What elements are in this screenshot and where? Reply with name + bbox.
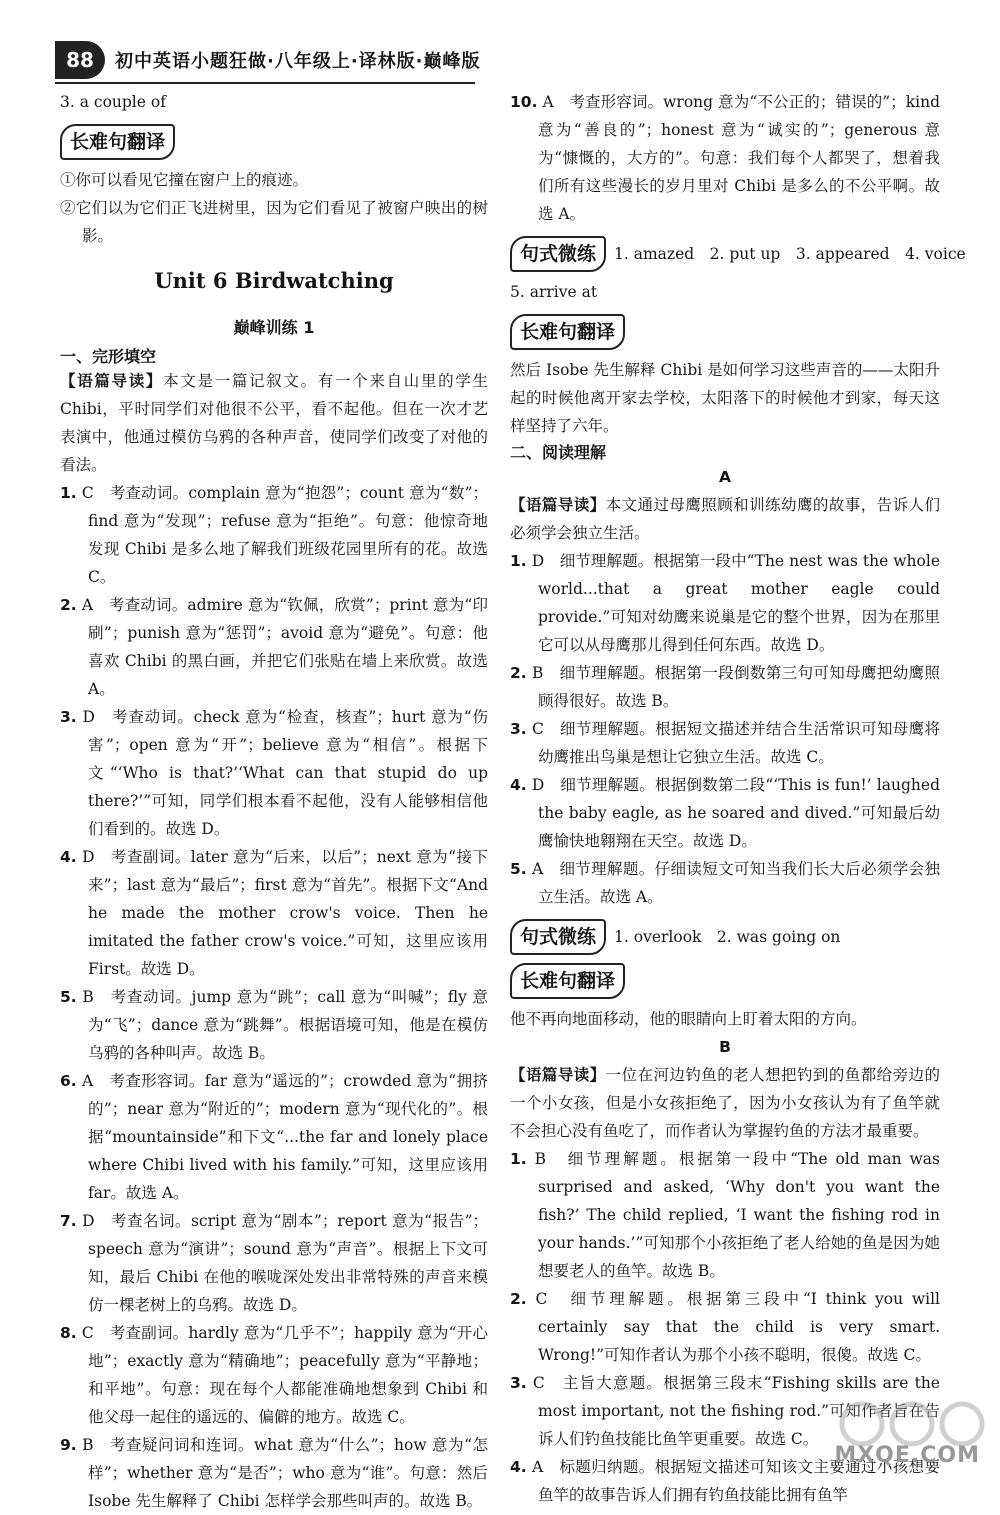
item-number: 3. — [510, 1374, 527, 1392]
answer-item — [60, 843, 488, 983]
translation-2: ②它们以为它们正飞进树里，因为它们看见了被窗户映出的树影。 — [60, 199, 488, 245]
section-tag — [60, 124, 488, 160]
tag-long-sentence: 长难句翻译 — [60, 124, 175, 160]
item-number: 1. — [510, 1150, 527, 1168]
tag-sentence-practice: 句式微练 — [510, 236, 606, 272]
practice-answers-cont: 5. arrive at — [510, 283, 598, 301]
left-column — [60, 88, 488, 1515]
answer-item — [60, 1319, 488, 1431]
section-tag — [510, 236, 966, 272]
guide-label: 【语篇导读】 — [510, 1066, 606, 1084]
guide-text: 本文是一篇记叙文。有一个来自山里的学生Chibi，平时同学们对他很不公平，看不起他。但在一次才艺表演中，他通过模仿乌鸦的各种声音，使同学们改变了对他的看法。 — [60, 372, 488, 474]
answer-item — [60, 1431, 488, 1515]
guide-label: 【语篇导读】 — [60, 372, 164, 390]
passage-letter: A — [719, 468, 731, 486]
item-number: 2. — [510, 664, 527, 682]
right-column — [510, 88, 966, 1509]
item-text: C 细节理解题。根据短文描述并结合生活常识可知母鹰将幼鹰推出鸟巢是想让它独立生活。故选 C。 — [531, 720, 940, 766]
passage-guide — [510, 1061, 940, 1145]
guide-text: 一位在河边钓鱼的老人想把钓到的鱼都给旁边的一个小女孩，但是小女孩拒绝了，因为小女孩认为有了鱼竿就不会担心没有鱼吃了，而作者认为掌握钓鱼的方法才最重要。 — [510, 1066, 940, 1140]
guide-text: 本文通过母鹰照顾和训练幼鹰的故事，告诉人们必须学会独立生活。 — [510, 496, 940, 542]
item-text: D 细节理解题。根据倒数第二段“‘This is fun!’ laughed the baby eagle, as he soared and dived.”可知最后幼鹰愉快地翱翔在天空。故选 D。 — [531, 776, 940, 850]
tag-long-sentence: 长难句翻译 — [510, 314, 625, 350]
unit-title: Unit 6 Birdwatching — [154, 268, 394, 293]
answer-item — [510, 1285, 940, 1369]
item-number: 3. — [60, 708, 77, 726]
item-text: B 考查疑问词和连词。what 意为“什么”；how 意为“怎样”；whether 意为“是否”；who 意为“谁”。句意：然后 Isobe 先生解释了 Chibi 怎样学会那些叫声的。故选 B。 — [82, 1436, 488, 1510]
item-number: 5. — [510, 860, 527, 878]
tag-long-sentence: 长难句翻译 — [510, 963, 625, 999]
item-number: 9. — [60, 1436, 77, 1454]
item-number: 6. — [60, 1072, 77, 1090]
item-text: D 考查动词。check 意为“检查，核查”；hurt 意为“伤害”；open 意为“开”；believe 意为“相信”。根据下文“‘Who is that?’‘What can that stupid do up there?’”可知，同学们根本看不起他，没有人能够相信他们看到的。故选 D。 — [82, 708, 488, 838]
item-number: 4. — [510, 776, 527, 794]
guide-label: 【语篇导读】 — [510, 496, 606, 514]
page-header — [55, 40, 481, 80]
item-number: 4. — [60, 848, 77, 866]
section-heading: 二、阅读理解 — [510, 443, 607, 462]
item-text: B 细节理解题。根据第一段倒数第三句可知母鹰把幼鹰照顾得很好。故选 B。 — [531, 664, 940, 710]
item-text: A 考查动词。admire 意为“钦佩，欣赏”；print 意为“印刷”；punish 意为“惩罚”；avoid 意为“避免”。句意：他喜欢 Chibi 的黑白画，并把它们张贴在墙上来欣赏。故选 A。 — [81, 596, 488, 698]
item-text: A 标题归纳题。根据短文描述可知该文主要通过小孩想要鱼竿的故事告诉人们拥有钓鱼技能比拥有鱼竿 — [532, 1458, 940, 1504]
section-tag — [510, 963, 940, 999]
translation-text: 然后 Isobe 先生解释 Chibi 是如何学习这些声音的——太阳升起的时候他离开家去学校，太阳落下的时候他才到家，每天这样坚持了六年。 — [510, 361, 940, 435]
answer-item — [60, 983, 488, 1067]
item-number: 8. — [60, 1324, 77, 1342]
section-tag — [510, 919, 940, 955]
item-text: A 细节理解题。仔细读短文可知当我们长大后必须学会独立生活。故选 A。 — [532, 860, 940, 906]
section-heading: 一、完形填空 — [60, 347, 157, 366]
item-text: D 考查副词。later 意为“后来，以后”；next 意为“接下来”；last 意为“最后”；first 意为“首先”。根据下文“And he made the mother crow's voice. Then he imitated the father crow's voice.”可知，这里应该用 First。故选 D。 — [82, 848, 488, 978]
answer-item: 3. a couple of — [60, 93, 166, 111]
practice-answers: 1. overlook 2. was going on — [614, 928, 841, 946]
passage-guide — [510, 491, 940, 547]
item-text: A 考查形容词。wrong 意为“不公正的；错误的”；kind 意为“善良的”；honest 意为“诚实的”；generous 意为“慷慨的，大方的”。句意：我们每个人都哭了，想着我们所有这些漫长的岁月里对 Chibi 是多么的不公平啊。故选 A。 — [538, 93, 940, 223]
item-text: A 考查形容词。far 意为“遥远的”；crowded 意为“拥挤的”；near 意为“附近的”；modern 意为“现代化的”。根据“mountainside”和下文“...the far and lonely place where Chibi lived with his family.”可知，这里应该用 far。故选 A。 — [82, 1072, 488, 1202]
training-title: 巅峰训练 1 — [233, 318, 315, 337]
answer-item — [510, 715, 940, 771]
answer-item — [60, 1207, 488, 1319]
item-number: 10. — [510, 93, 538, 111]
item-text: B 考查动词。jump 意为“跳”；call 意为“叫喊”；fly 意为“飞”；dance 意为“跳舞”。根据语境可知，他是在模仿乌鸦的各种叫声。故选 B。 — [82, 988, 488, 1062]
answer-item — [60, 1067, 488, 1207]
answer-item — [510, 1145, 940, 1285]
item-number: 7. — [60, 1212, 77, 1230]
item-number: 1. — [510, 552, 527, 570]
answer-item — [60, 591, 488, 703]
item-number: 4. — [510, 1458, 527, 1476]
answer-item — [510, 547, 940, 659]
answer-item — [60, 703, 488, 843]
answer-item — [510, 88, 940, 228]
tag-sentence-practice: 句式微练 — [510, 919, 606, 955]
practice-answers: 1. amazed 2. put up 3. appeared 4. voice — [614, 245, 966, 263]
item-number: 2. — [60, 596, 77, 614]
answer-item — [510, 771, 940, 855]
item-text: C 考查动词。complain 意为“抱怨”；count 意为“数”；find 意为“发现”；refuse 意为“拒绝”。句意：他惊奇地发现 Chibi 是多么地了解我们班级花园里所有的花。故选 C。 — [81, 484, 488, 586]
watermark-text: MXQE.COM — [834, 1443, 980, 1468]
item-number: 5. — [60, 988, 77, 1006]
answer-item — [510, 855, 940, 911]
book-title: 初中英语小题狂做·八年级上·译林版·巅峰版 — [115, 51, 481, 72]
item-text: D 细节理解题。根据第一段中“The nest was the whole world...that a great mother eagle could provide.”可知对幼鹰来说巢是它的整个世界，因为在那里它可以从母鹰那儿得到任何东西。故选 D。 — [531, 552, 941, 654]
translation-text: 他不再向地面移动，他的眼睛向上盯着太阳的方向。 — [510, 1010, 867, 1028]
item-text: D 考查名词。script 意为“剧本”；report 意为“报告”；speech 意为“演讲”；sound 意为“声音”。根据上下文可知，最后 Chibi 在他的喉咙深处发出非常特殊的声音来模仿一棵老树上的乌鸦。故选 D。 — [82, 1212, 488, 1314]
item-text: C 主旨大意题。根据第三段末“Fishing skills are the most important, not the fishing rod.”可知作者旨在告诉人们钓鱼技能比鱼竿更重要。故选 C。 — [532, 1374, 940, 1448]
page-number: 88 — [55, 41, 105, 79]
item-number: 1. — [60, 484, 77, 502]
section-tag — [510, 314, 940, 350]
item-number: 3. — [510, 720, 527, 738]
translation-1: ①你可以看见它撞在窗户上的痕迹。 — [60, 171, 309, 189]
item-text: C 细节理解题。根据第三段中“I think you will certainly say that the child is very smart. Wrong!”可知作者认为那个小孩不聪明，很傻。故选 C。 — [535, 1290, 940, 1364]
header-divider — [55, 82, 475, 84]
item-number: 2. — [510, 1290, 527, 1308]
passage-letter: B — [719, 1038, 731, 1056]
passage-guide — [60, 367, 488, 479]
item-text: B 细节理解题。根据第一段中“The old man was surprised and asked, ‘Why don't you want the fish?’ The child replied, ‘I want the fishing rod in your hands.’”可知那个小孩拒绝了老人给她的鱼是因为她想要老人的鱼竿。故选 B。 — [534, 1150, 940, 1280]
answer-item — [510, 659, 940, 715]
item-text: C 考查副词。hardly 意为“几乎不”；happily 意为“开心地”；exactly 意为“精确地”；peacefully 意为“平静地；和平地”。句意：现在每个人都能准确地想象到 Chibi 和他父母一起住的遥远的、偏僻的地方。故选 C。 — [81, 1324, 488, 1426]
answer-item — [60, 479, 488, 591]
